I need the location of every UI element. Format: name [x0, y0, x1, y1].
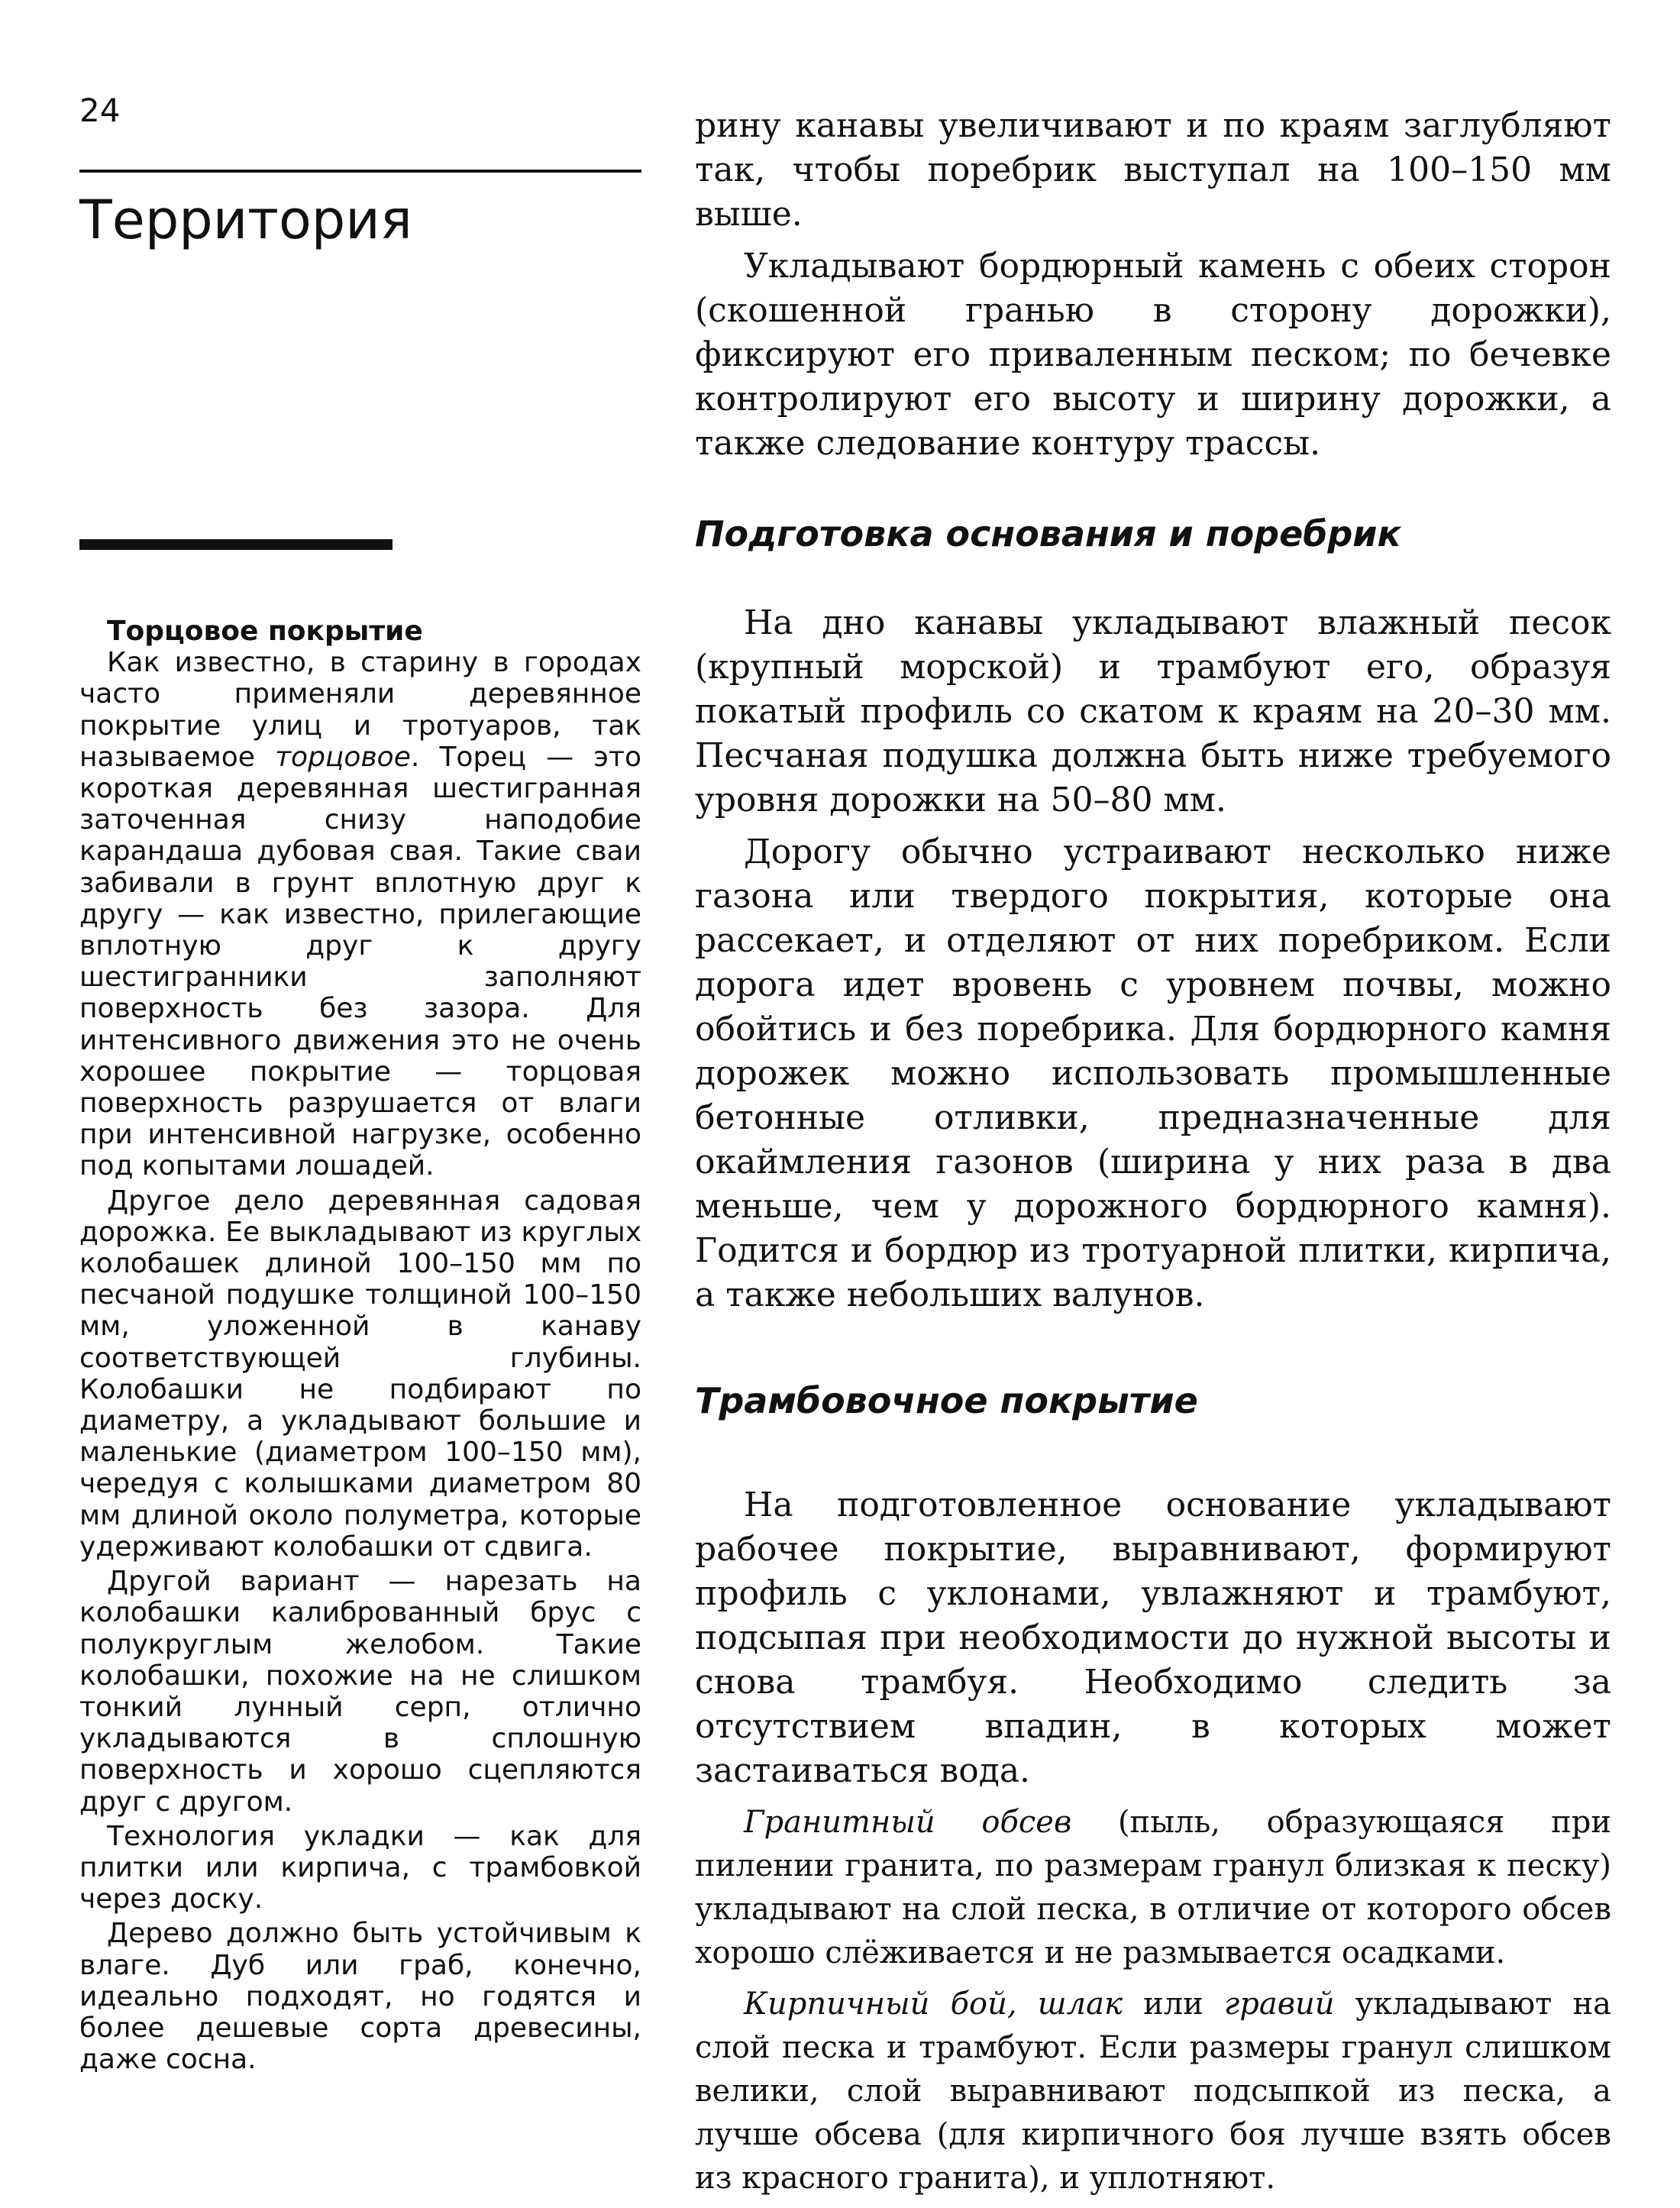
sidebar-emphasis: торцовое — [275, 741, 411, 773]
body-paragraph — [695, 1801, 1611, 1975]
body-paragraph: На дно канавы укладывают влажный песок (крупный морской) и трамбуют его, образуя покатый профиль со скатом к краям на 20–30 мм. Песчаная подушка должна быть ниже требуемого уровня дорожки на 50–80 мм. — [695, 603, 1611, 820]
body-emphasis: Кирпичный бой, шлак — [744, 1987, 1123, 2022]
body-emphasis: гравий — [1224, 1987, 1335, 2022]
sidebar-paragraph: Дерево должно быть устойчивым к влаге. Дуб или граб, конечно, идеально подходят, но годятся и более дешевые сорта древесины, даже сосна. — [79, 1918, 641, 2076]
body-text: (пыль, образующаяся при пилении гранита, по размерам гранул близкая к песку) укладывают на слой песка, в отличие от которого обсев хорошо слёживается и не размывается осадками. — [695, 1805, 1611, 1971]
body-paragraph: На подготовленное основание укладывают рабочее покрытие, выравнивают, формируют профиль с уклонами, увлажняют и трамбуют, подсыпая при необходимости до нужной высоты и снова трамбуя. Необходимо следить за отсутствием впадин, в которых может застаиваться вода. — [695, 1485, 1611, 1791]
sidebar-title: Торцовое покрытие — [107, 616, 423, 647]
subheading-tamped-surface: Трамбовочное покрытие — [695, 1380, 1198, 1422]
sidebar-text: . Торец — это короткая деревянная шестигранная заточенная снизу наподобие карандаша дубовая свая. Такие сваи забивали в грунт вплотную друг к другу — как известно, прилегающие вплотную друг к другу шестигранники заполняют поверхность без зазора. Для интенсивного движения это не очень хорошее покрытие — торцовая поверхность разрушается от влаги при интенсивной нагрузке, особенно под копытами лошадей. — [79, 741, 642, 1182]
sidebar-paragraph: Другое дело деревянная садовая дорожка. Ее выкладывают из круглых колобашек длиной 100–150 мм по песчаной подушке толщиной 100–150 мм, уложенной в канаву соответствующей глубины. Колобашки не подбирают по диаметру, а укладывают большие и маленькие (диаметром 100–150 мм), чередуя с колышками диаметром 80 мм длиной около полуметра, которые удерживают колобашки от сдвига. — [79, 1185, 641, 1563]
sidebar-paragraph — [79, 647, 641, 1182]
body-paragraph: Дорогу обычно устраивают несколько ниже газона или твердого покрытия, которые она рассекает, и отделяют от них поребриком. Если дорога идет вровень с уровнем почвы, можно обойтись и без поребрика. Для бордюрного камня дорожек можно использовать промышленные бетонные отливки, предназначенные для окаймления газонов (ширина у них раза в два меньше, чем у дорожного бордюрного камня). Годится и бордюр из тротуарной плитки, кирпича, а также небольших валунов. — [695, 832, 1611, 1315]
sidebar-paragraph: Другой вариант — нарезать на колобашки калиброванный брус с полукруглым желобом. Такие колобашки, похожие на не слишком тонкий лунный серп, отлично укладываются в сплошную поверхность и хорошо сцепляются друг с другом. — [79, 1566, 641, 1818]
title-divider — [79, 170, 641, 173]
sidebar-divider-bar — [79, 539, 393, 550]
body-paragraph: Укладывают бордюрный камень с обеих сторон (скошенной гранью в сторону дорожки), фиксируют его приваленным песком; по бечевке контролируют его высоту и ширину дорожки, а также следование контуру трассы. — [695, 247, 1611, 463]
body-paragraph — [695, 1983, 1611, 2200]
body-emphasis: Гранитный обсев — [744, 1805, 1072, 1841]
body-paragraph: рину канавы увеличивают и по краям заглубляют так, чтобы поребрик выступал на 100–150 мм выше. — [695, 106, 1611, 234]
main-column — [695, 104, 1611, 2208]
page-number: 24 — [79, 92, 121, 129]
body-text: или — [1122, 1987, 1225, 2022]
sidebar-text: Как известно, в старину в городах часто применяли деревянное покрытие улиц и тротуаров, так называемое — [79, 647, 641, 773]
subheading-base: Подготовка основания и поребрик — [695, 513, 1401, 554]
body-text: укладывают на слой песка и трамбуют. Если размеры гранул слишком велики, слой выравнивают подсыпкой из песка, а лучше обсева (для кирпичного боя лучше взять обсев из красного гранита), и уплотняют. — [695, 1987, 1611, 2197]
sidebar-box — [79, 616, 641, 2078]
sidebar-paragraph: Технология укладки — как для плитки или кирпича, с трамбовкой через доску. — [79, 1820, 641, 1915]
section-title: Территория — [79, 189, 412, 251]
